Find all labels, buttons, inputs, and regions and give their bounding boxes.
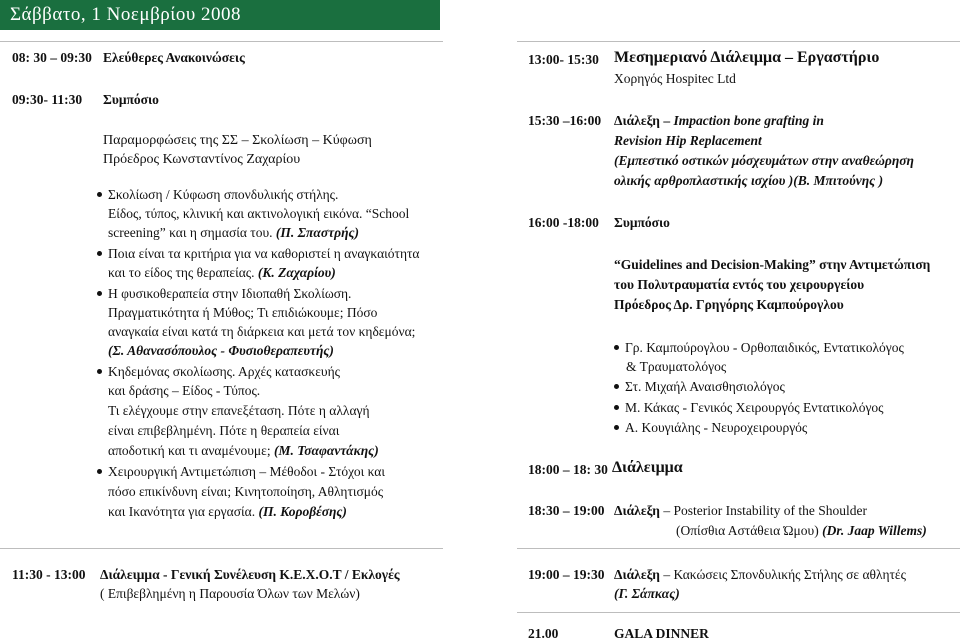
session-title: Μεσημεριανό Διάλειμμα – Εργαστήριο bbox=[614, 49, 880, 66]
divider bbox=[517, 612, 960, 613]
session-title: Διάλεξη – Κακώσεις Σπονδυλικής Στήλης σε αθλητές bbox=[614, 567, 906, 582]
list-item-line: είναι επιβεβλημένη. Πότε η θεραπεία είναι bbox=[108, 423, 340, 438]
bullet-icon bbox=[97, 291, 102, 296]
list-item-line: αποδοτική και τι αναμένουμε; (Μ. Τσαφαντάκης) bbox=[108, 443, 379, 458]
symposium-topic: “Guidelines and Decision-Making” στην Αντιμετώπιση bbox=[614, 257, 931, 272]
lecture-line: Revision Hip Replacement bbox=[614, 133, 762, 148]
session-title: Διάλεξη – Impaction bone grafting in bbox=[614, 113, 824, 128]
list-item: Η φυσικοθεραπεία στην Ιδιοπαθή Σκολίωση. bbox=[97, 286, 351, 302]
session-time: 09:30- 11:30 bbox=[12, 92, 83, 107]
session-time: 19:00 – 19:30 bbox=[528, 567, 605, 582]
bullet-icon bbox=[614, 345, 619, 350]
bullet-icon bbox=[97, 369, 102, 374]
lecture-line: (Γ. Σάπκας) bbox=[614, 586, 680, 601]
list-item: Σκολίωση / Κύφωση σπονδυλικής στήλης. bbox=[97, 187, 338, 203]
list-item-line: screening” και η σημασία του. (Π. Σπαστρής) bbox=[108, 225, 359, 240]
session-time: 16:00 -18:00 bbox=[528, 215, 599, 230]
list-item-line: Πραγματικότητα ή Μύθος; Τι επιδιώκουμε; Πόσο bbox=[108, 305, 378, 320]
list-item-line: Είδος, τύπος, κλινική και ακτινολογική εικόνα. “School bbox=[108, 206, 410, 221]
bullet-icon bbox=[614, 425, 619, 430]
session-sponsor: Χορηγός Hospitec Ltd bbox=[614, 71, 736, 86]
list-item-line: & Τραυματολόγος bbox=[626, 359, 727, 374]
session-title: Ελεύθερες Ανακοινώσεις bbox=[103, 50, 245, 65]
symposium-topic: του Πολυτραυματία εντός του χειρουργείου bbox=[614, 277, 865, 292]
list-item-line: αναγκαία είναι κατά τη διάρκεια και μετά τον κηδεμόνα; bbox=[108, 324, 416, 339]
bullet-icon bbox=[97, 469, 102, 474]
list-item-line: (Σ. Αθανασόπουλος - Φυσιοθεραπευτής) bbox=[108, 343, 334, 358]
session-title: GALA DINNER bbox=[614, 626, 709, 641]
symposium-chair: Πρόεδρος Κωνσταντίνος Ζαχαρίου bbox=[103, 152, 301, 167]
list-item-line: και Ικανότητα για εργασία. (Π. Κοροβέσης) bbox=[108, 504, 347, 519]
bullet-icon bbox=[97, 192, 102, 197]
symposium-chair: Πρόεδρος Δρ. Γρηγόρης Καμπούρογλου bbox=[614, 297, 844, 312]
divider bbox=[0, 548, 443, 549]
session-title: Συμπόσιο bbox=[614, 215, 670, 230]
page-header-date: Σάββατο, 1 Νοεμβρίου 2008 bbox=[0, 0, 440, 30]
list-item: Μ. Κάκας - Γενικός Χειρουργός Εντατικολόγος bbox=[614, 400, 884, 416]
lecture-line: (Εμπεστικό οστικών μόσχευμάτων στην αναθεώρηση bbox=[614, 153, 914, 168]
session-time: 08: 30 – 09:30 bbox=[12, 50, 92, 65]
list-item: Ποια είναι τα κριτήρια για να καθοριστεί η αναγκαιότητα bbox=[97, 246, 420, 262]
session-time: 13:00- 15:30 bbox=[528, 52, 599, 67]
session-title: Διάλειμμα bbox=[612, 459, 683, 476]
session-time: 18:00 – 18: 30 bbox=[528, 462, 608, 477]
session-title: Διάλεξη – Posterior Instability of the Shoulder bbox=[614, 503, 867, 518]
session-note: ( Επιβεβλημένη η Παρουσία Όλων των Μελών) bbox=[100, 586, 360, 601]
list-item-line: και δράσης – Είδος - Τύπος. bbox=[108, 383, 261, 398]
session-time: 11:30 - 13:00 bbox=[12, 567, 86, 582]
bullet-icon bbox=[97, 251, 102, 256]
session-time: 15:30 –16:00 bbox=[528, 113, 602, 128]
session-title: Συμπόσιο bbox=[103, 92, 159, 107]
divider bbox=[517, 548, 960, 549]
divider bbox=[517, 41, 960, 42]
list-item: Κηδεμόνας σκολίωσης. Αρχές κατασκευής bbox=[97, 364, 340, 380]
list-item: Α. Κουγιάλης - Νευροχειρουργός bbox=[614, 420, 807, 436]
symposium-topic: Παραμορφώσεις της ΣΣ – Σκολίωση – Κύφωση bbox=[103, 133, 372, 148]
session-time: 18:30 – 19:00 bbox=[528, 503, 605, 518]
session-time: 21.00 bbox=[528, 626, 559, 641]
list-item: Στ. Μιχαήλ Αναισθησιολόγος bbox=[614, 379, 785, 395]
lecture-line: (Οπίσθια Αστάθεια Ώμου) (Dr. Jaap Willems) bbox=[676, 523, 927, 538]
list-item: Γρ. Καμπούρογλου - Ορθοπαιδικός, Εντατικολόγος bbox=[614, 340, 904, 356]
list-item-line: και το είδος της θεραπείας. (Κ. Ζαχαρίου) bbox=[108, 265, 336, 280]
bullet-icon bbox=[614, 405, 619, 410]
session-title: Διάλειμμα - Γενική Συνέλευση Κ.Ε.Χ.Ο.Τ / Εκλογές bbox=[100, 567, 400, 582]
lecture-line: ολικής αρθροπλαστικής ισχίου )(Β. Μπιτούνης ) bbox=[614, 173, 884, 188]
divider bbox=[0, 41, 443, 42]
list-item-line: Τι ελέγχουμε στην επανεξέταση. Πότε η αλλαγή bbox=[108, 403, 370, 418]
list-item-line: πόσο επικίνδυνη είναι; Κινητοποίηση, Αθλητισμός bbox=[108, 484, 384, 499]
list-item: Χειρουργική Αντιμετώπιση – Μέθοδοι - Στόχοι και bbox=[97, 464, 385, 480]
bullet-icon bbox=[614, 384, 619, 389]
